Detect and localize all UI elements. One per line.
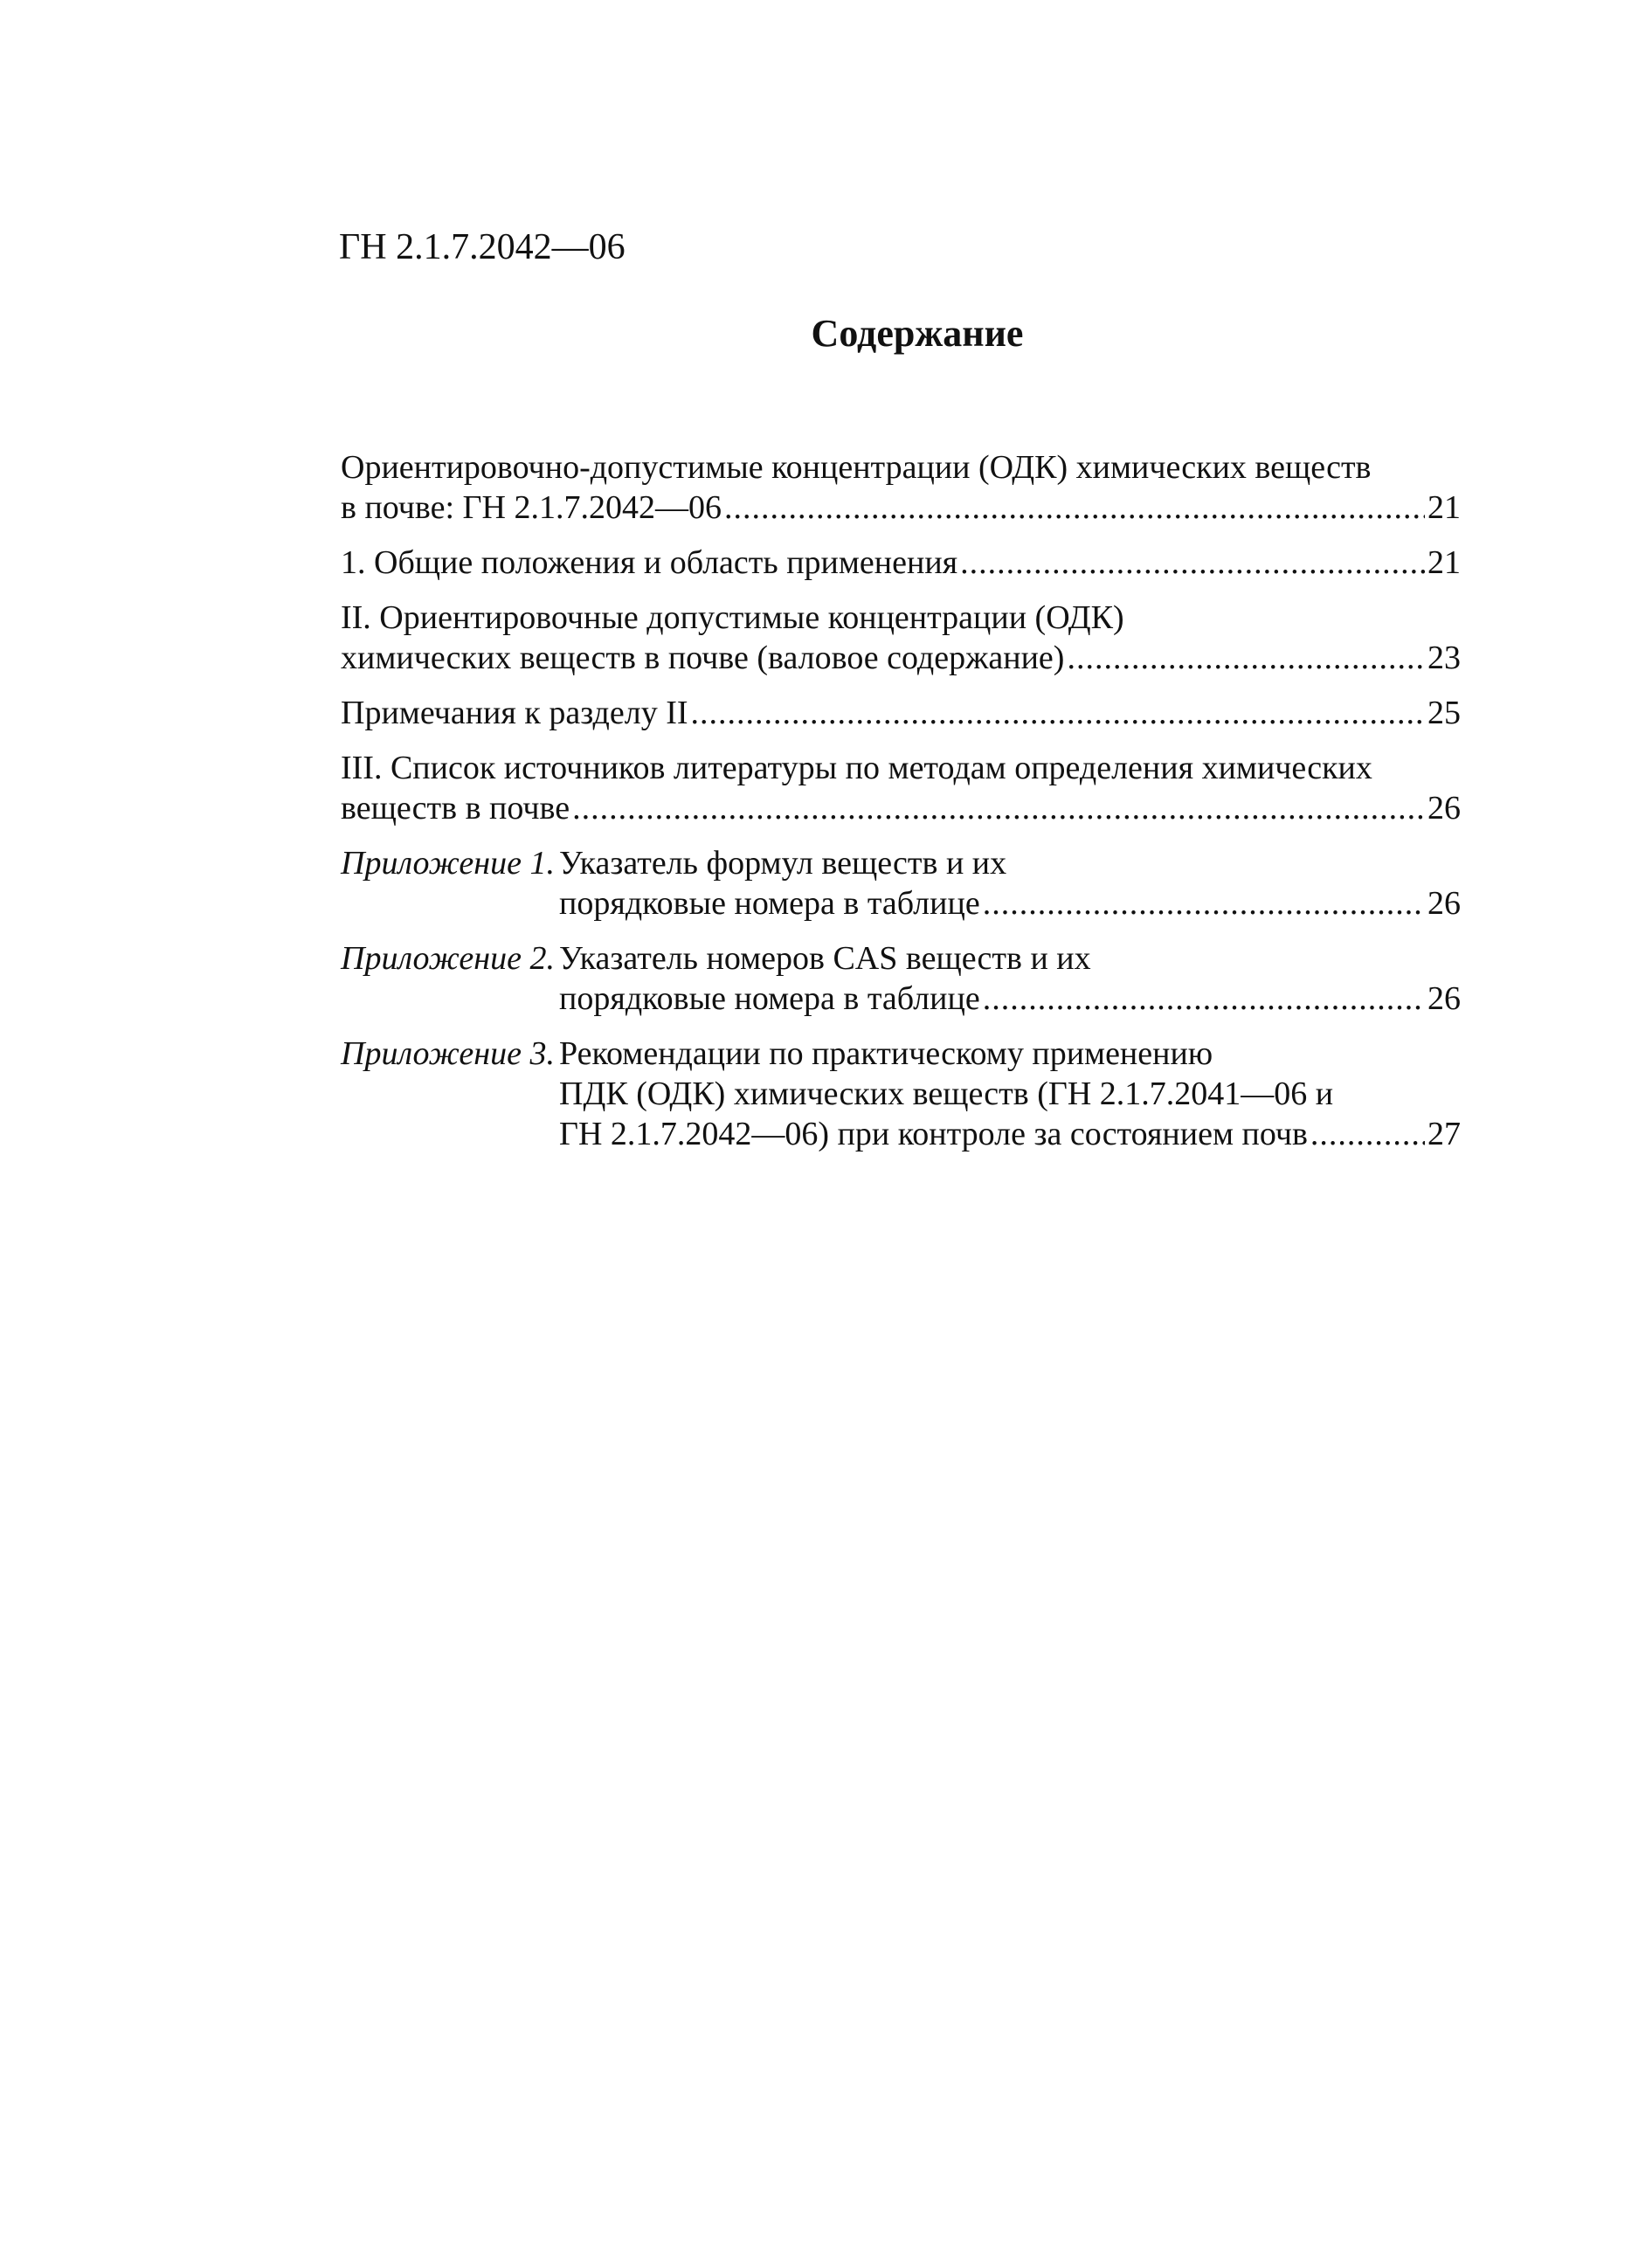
page-number: 27	[1427, 1116, 1461, 1152]
dot-leader	[983, 883, 1425, 923]
page-number: 26	[1427, 790, 1461, 827]
toc-entry-text: 1. Общие положения и область применения	[341, 544, 958, 581]
dot-leader	[1067, 638, 1425, 678]
toc-entry-leader-line	[341, 488, 1461, 528]
dot-leader	[691, 693, 1426, 733]
dot-leader	[983, 979, 1425, 1019]
toc-entry-text: ГН 2.1.7.2042—06) при контроле за состоянием почв	[559, 1116, 1308, 1152]
page-number: 23	[1427, 640, 1461, 676]
toc-entry-text: ПДК (ОДК) химических веществ (ГН 2.1.7.2041—06 и	[559, 1076, 1334, 1112]
appendix-label: Приложение 3.	[341, 1035, 555, 1072]
toc-entry-text: в почве: ГН 2.1.7.2042—06	[341, 489, 722, 526]
toc-entry-general	[341, 543, 1461, 583]
dot-leader	[572, 788, 1425, 828]
toc-entry-leader-line	[341, 788, 1461, 828]
toc-entry-text: химических веществ в почве (валовое содержание)	[341, 640, 1065, 676]
toc-entry-text: Указатель формул веществ и их	[559, 845, 1007, 882]
toc-entry-text: Ориентировочно-допустимые концентрации (ОДК) химических веществ	[341, 449, 1372, 486]
page-number: 26	[1427, 885, 1461, 922]
appendix-label: Приложение 2.	[341, 940, 555, 977]
toc-entry-appendix-1	[341, 843, 1461, 923]
toc-entry-odk	[341, 447, 1461, 528]
appendix-label: Приложение 1.	[341, 845, 555, 882]
toc-title: Содержание	[811, 312, 1024, 355]
toc-entry-text: Примечания к разделу II	[341, 695, 688, 731]
toc-entry-text: порядковые номера в таблице	[559, 980, 980, 1017]
toc-entry-text: II. Ориентировочные допустимые концентрации (ОДК)	[341, 599, 1124, 636]
page-number: 26	[1427, 980, 1461, 1017]
toc-entry-leader-line	[341, 979, 1461, 1019]
toc-appendix-first-line	[341, 1034, 1461, 1074]
dot-leader	[724, 488, 1425, 528]
page-number: 21	[1427, 544, 1461, 581]
document-code-header: ГН 2.1.7.2042—06	[339, 227, 626, 267]
toc-entry-leader-line	[341, 1114, 1461, 1154]
toc-entry-leader-line	[341, 543, 1461, 583]
toc-entry-text: Указатель номеров CAS веществ и их	[559, 940, 1091, 977]
toc-entry-text: порядковые номера в таблице	[559, 885, 980, 922]
page-number: 25	[1427, 695, 1461, 731]
toc-entry-leader-line	[341, 638, 1461, 678]
toc-entry-appendix-2	[341, 938, 1461, 1019]
page-number: 21	[1427, 489, 1461, 526]
toc-entry-leader-line	[341, 693, 1461, 733]
dot-leader	[1310, 1114, 1425, 1154]
toc-entry-text: веществ в почве	[341, 790, 570, 827]
toc-entry-section-3	[341, 748, 1461, 828]
toc-entry-text: III. Список источников литературы по методам определения химических	[341, 750, 1372, 786]
toc-entry-section-2	[341, 598, 1461, 678]
toc-appendix-first-line	[341, 843, 1461, 883]
toc-appendix-first-line	[341, 938, 1461, 979]
dot-leader	[960, 543, 1425, 583]
toc-entry-text: Рекомендации по практическому применению	[559, 1035, 1213, 1072]
table-of-contents	[341, 447, 1461, 1169]
toc-entry-appendix-3	[341, 1034, 1461, 1154]
toc-entry-notes	[341, 693, 1461, 733]
toc-entry-leader-line	[341, 883, 1461, 923]
